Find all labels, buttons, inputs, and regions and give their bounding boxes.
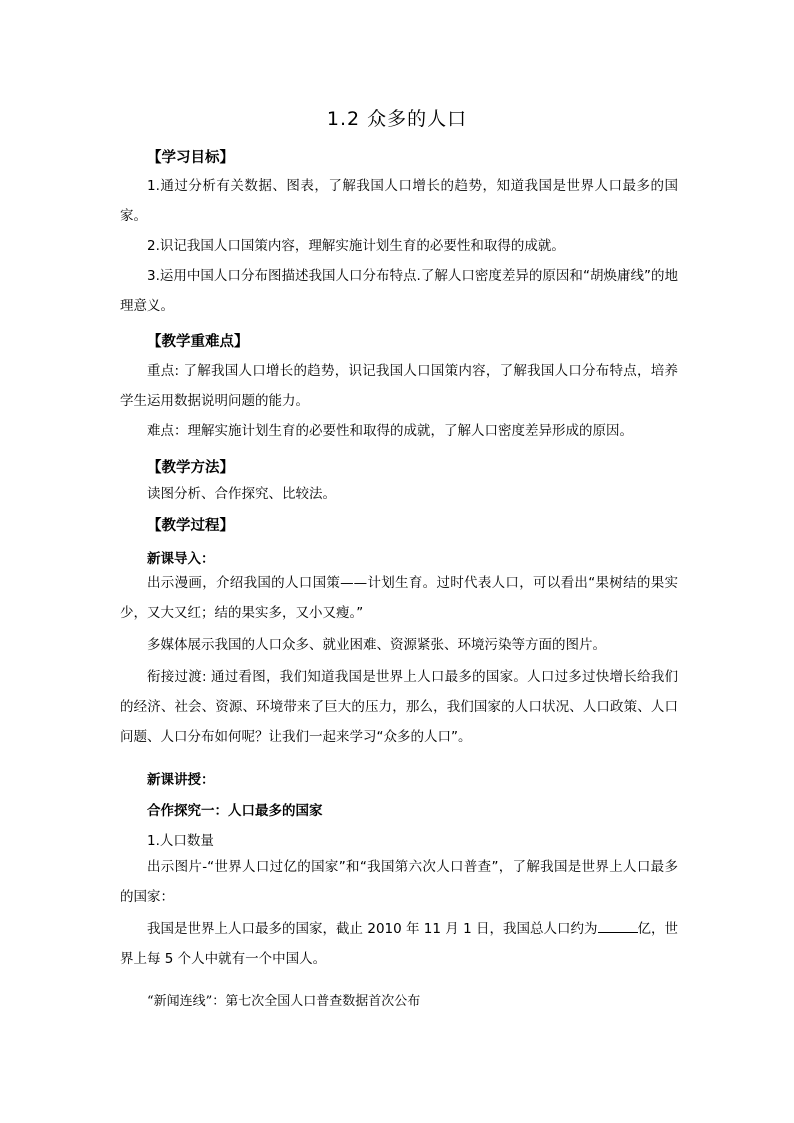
section-key-points: 【教学重难点】 bbox=[147, 334, 249, 350]
stats-text-part-2: 亿，世界上每 5 个人中就有一个中国人。 bbox=[120, 921, 679, 967]
stats-paragraph bbox=[120, 914, 678, 974]
focus-text: 重点: 了解我国人口增长的趋势，识记我国人口国策内容，了解我国人口分布特点，培养学生运用数据说明问题的能力。 bbox=[120, 363, 678, 409]
section-process: 【教学过程】 bbox=[147, 518, 234, 534]
intro-paragraph-1: 出示漫画，介绍我国的人口国策——计划生育。过时代表人口，可以看出“果树结的果实少，又大又红；结的果实多，又小又瘦。” bbox=[120, 575, 678, 621]
item-1-heading: 1.人口数量 bbox=[147, 833, 214, 849]
inquiry-1-heading: 合作探究一：人口最多的国家 bbox=[147, 803, 323, 819]
goal-3: 3.运用中国人口分布图描述我国人口分布特点.了解人口密度差异的原因和“胡焕庸线”的地理意义。 bbox=[120, 268, 678, 314]
method-text: 读图分析、合作探究、比较法。 bbox=[147, 486, 336, 502]
section-learning-goals: 【学习目标】 bbox=[147, 150, 234, 166]
answer-blank[interactable] bbox=[598, 919, 638, 933]
intro-paragraph-3: 衔接过渡: 通过看图，我们知道我国是世界上人口最多的国家。人口过多过快增长给我们的经济、社会、资源、环境带来了巨大的压力，那么，我们国家的人口状况、人口政策、人口问题、人口分布如何呢？让我们一起来学习“众多的人口”。 bbox=[120, 669, 678, 745]
page-title: 1.2 众多的人口 bbox=[326, 108, 468, 130]
intro-paragraph-2: 多媒体展示我国的人口众多、就业困难、资源紧张、环境污染等方面的图片。 bbox=[147, 637, 606, 653]
stats-text-part-1: 我国是世界上人口最多的国家，截止 2010 年 11 月 1 日，我国总人口约为 bbox=[147, 921, 598, 937]
figures-paragraph: 出示图片-“世界人口过亿的国家”和“我国第六次人口普查”，了解我国是世界上人口最多的国家： bbox=[120, 859, 678, 905]
lecture-label: 新课讲授： bbox=[147, 772, 215, 788]
difficulty-text: 难点：理解实施计划生育的必要性和取得的成就，了解人口密度差异形成的原因。 bbox=[147, 423, 633, 439]
intro-label: 新课导入： bbox=[147, 551, 215, 567]
section-methods: 【教学方法】 bbox=[147, 460, 234, 476]
goal-1: 1.通过分析有关数据、图表，了解我国人口增长的趋势，知道我国是世界人口最多的国家。 bbox=[120, 178, 678, 224]
news-link-line: “新闻连线”：第七次全国人口普查数据首次公布 bbox=[147, 994, 421, 1009]
goal-2: 2.识记我国人口国策内容，理解实施计划生育的必要性和取得的成就。 bbox=[147, 238, 565, 254]
